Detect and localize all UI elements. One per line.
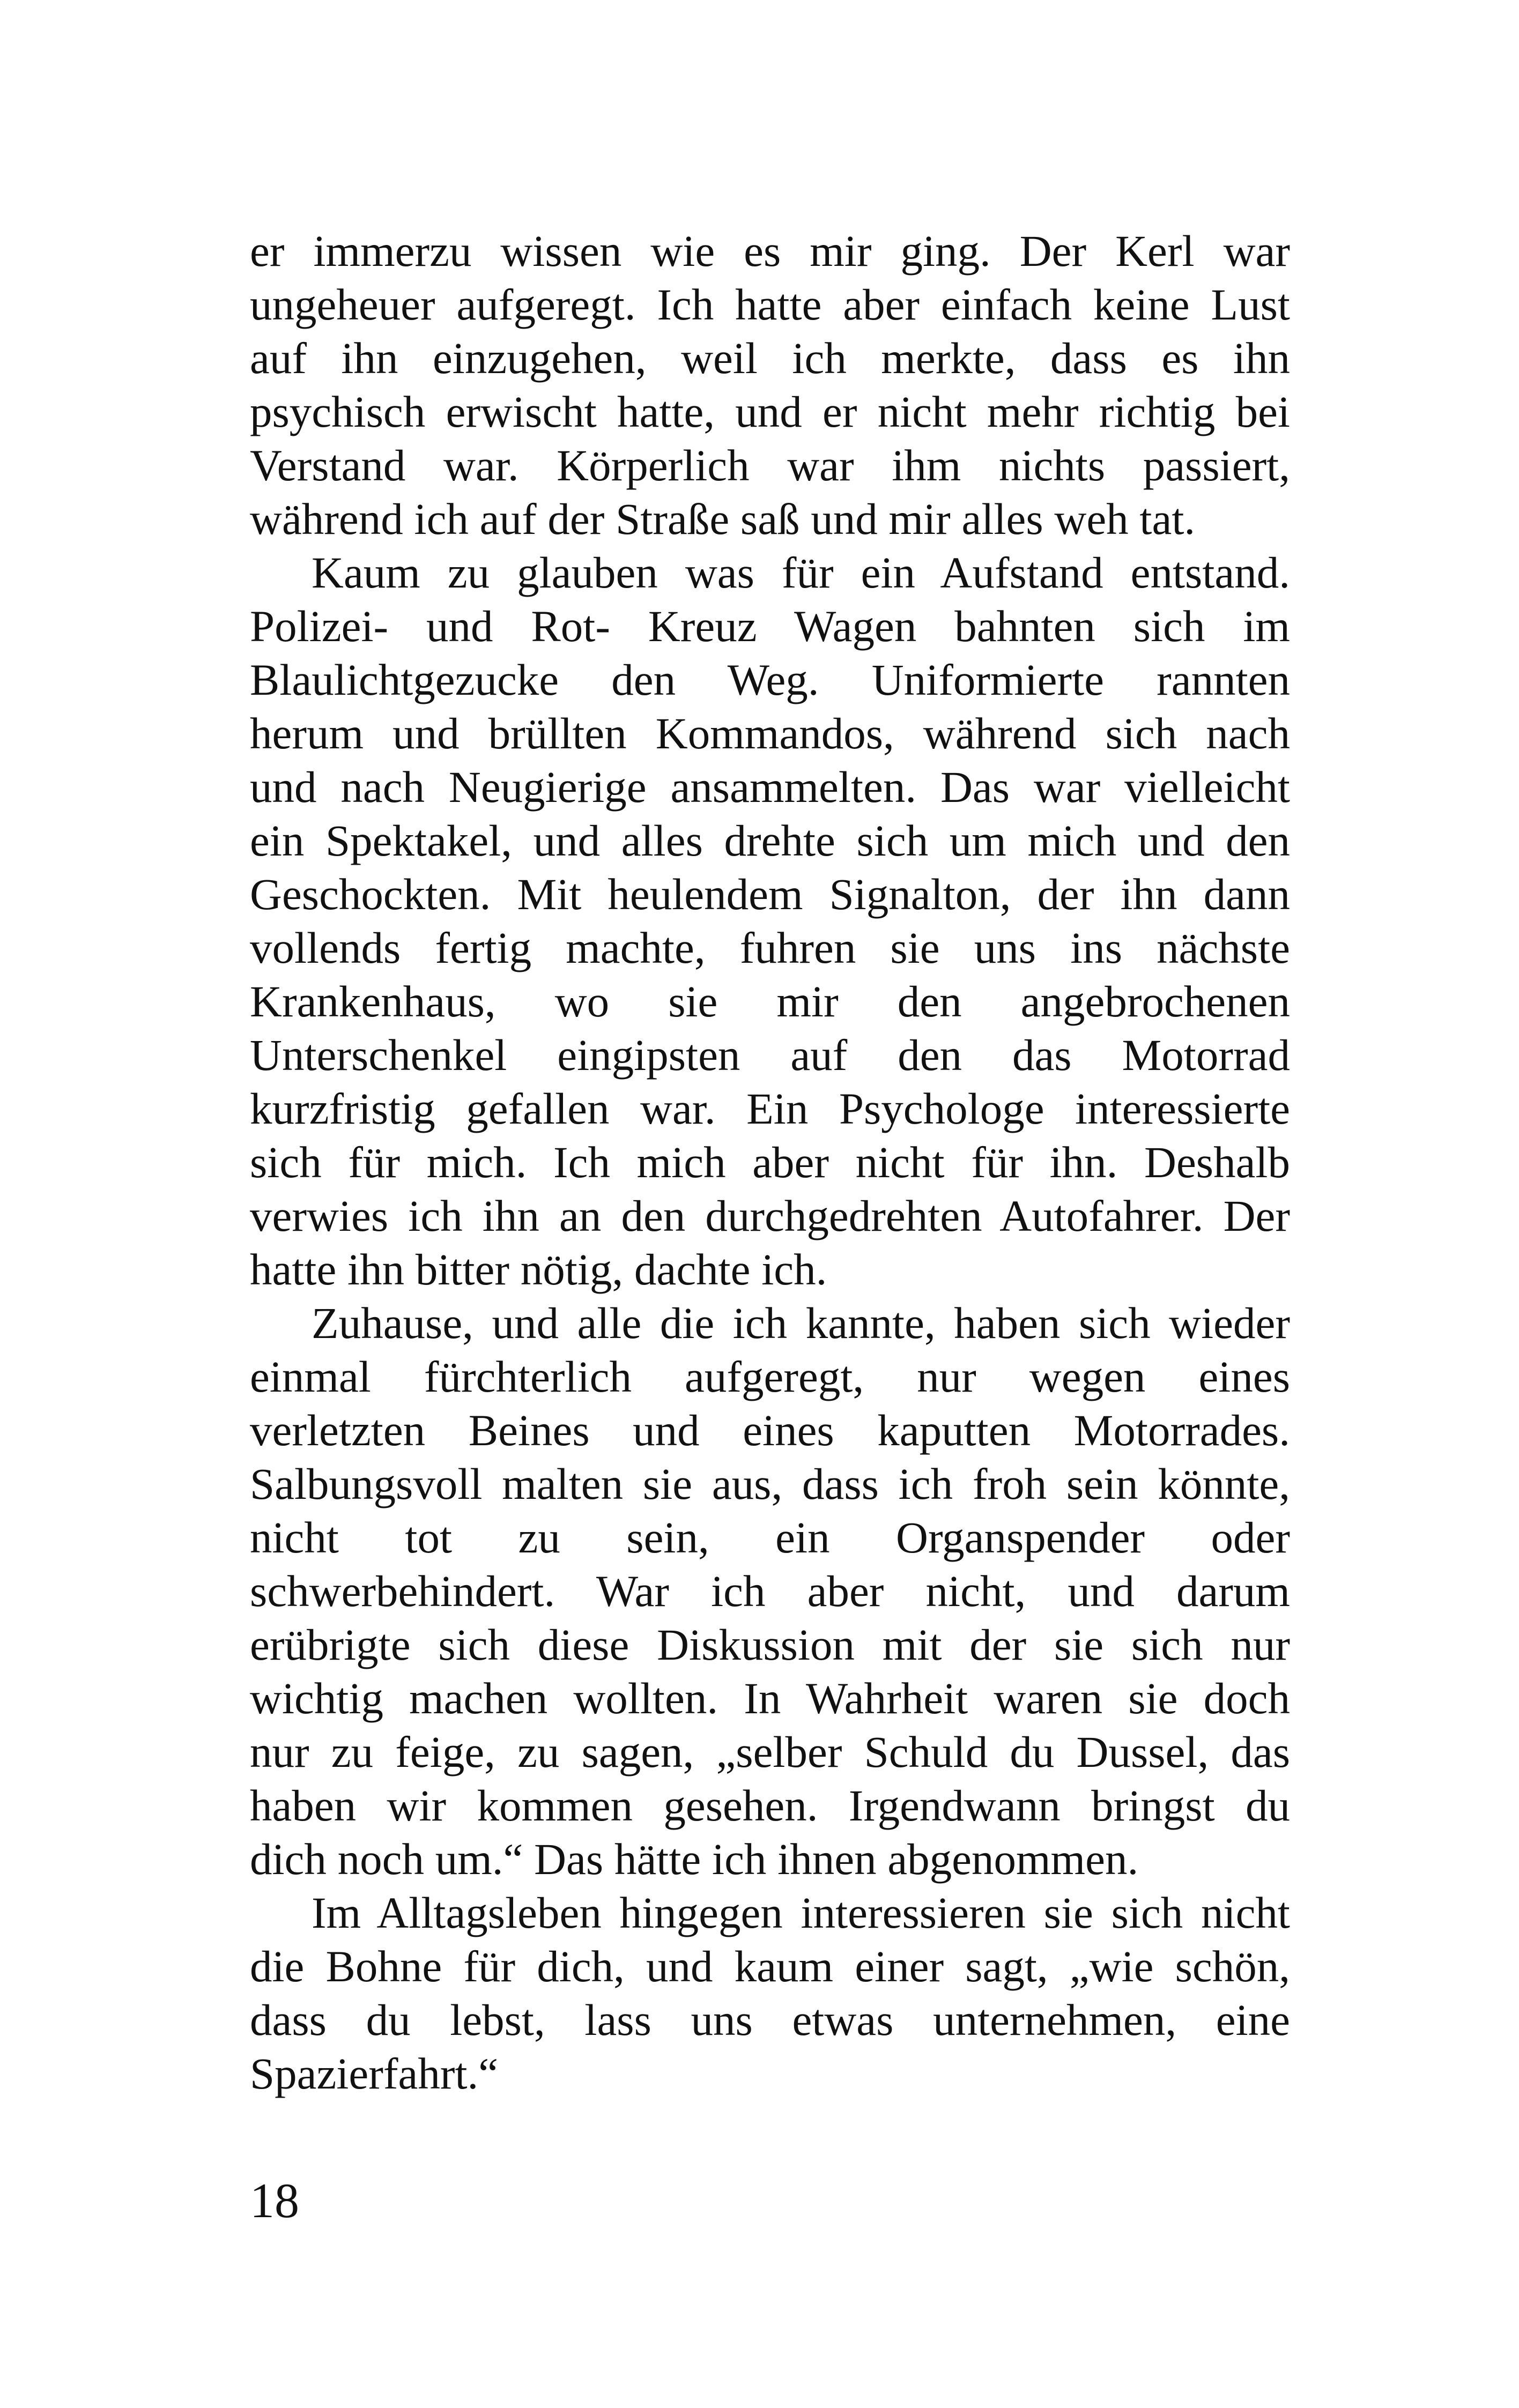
text-line: Blaulichtgezucke den Weg. Uniformierte rannten — [250, 655, 1290, 704]
text-line: Salbungsvoll malten sie aus, dass ich froh sein könnte, — [250, 1459, 1290, 1508]
text-line: vollends fertig machte, fuhren sie uns ins nächste — [250, 923, 1290, 972]
text-line: wichtig machen wollten. In Wahrheit waren sie doch — [250, 1674, 1290, 1723]
text-line: nur zu feige, zu sagen, „selber Schuld du Dussel, das — [250, 1727, 1290, 1777]
text-line: verletzten Beines und eines kaputten Motorrades. — [250, 1406, 1290, 1455]
text-line: Unterschenkel eingipsten auf den das Motorrad — [250, 1030, 1290, 1080]
text-line: Geschockten. Mit heulendem Signalton, der ihn dann — [250, 869, 1290, 919]
text-line: Krankenhaus, wo sie mir den angebrochenen — [250, 977, 1290, 1026]
text-line: auf ihn einzugehen, weil ich merkte, dass es ihn — [250, 333, 1290, 383]
text-line: psychisch erwischt hatte, und er nicht mehr richtig bei — [250, 387, 1290, 436]
text-line: hatte ihn bitter nötig, dachte ich. — [250, 1245, 827, 1294]
text-line: während ich auf der Straße saß und mir alles weh tat. — [250, 494, 1196, 544]
text-line: ungeheuer aufgeregt. Ich hatte aber einfach keine Lust — [250, 280, 1290, 329]
text-line: dass du lebst, lass uns etwas unternehmen, eine — [250, 1995, 1290, 2045]
text-line: erübrigte sich diese Diskussion mit der sie sich nur — [250, 1620, 1290, 1669]
text-line: Kaum zu glauben was für ein Aufstand entstand. — [312, 548, 1290, 597]
text-line: sich für mich. Ich mich aber nicht für ihn. Deshalb — [250, 1138, 1290, 1187]
text-line: schwerbehindert. War ich aber nicht, und darum — [250, 1566, 1290, 1616]
text-line: haben wir kommen gesehen. Irgendwann bringst du — [250, 1781, 1290, 1830]
body-text — [250, 224, 1290, 2100]
text-line: herum und brüllten Kommandos, während sich nach — [250, 709, 1290, 758]
text-line: Polizei- und Rot- Kreuz Wagen bahnten sich im — [250, 601, 1290, 651]
text-line: einmal fürchterlich aufgeregt, nur wegen eines — [250, 1352, 1290, 1401]
text-line: Im Alltagsleben hingegen interessieren sie sich nicht — [312, 1888, 1290, 1937]
text-line: dich noch um.“ Das hätte ich ihnen abgenommen. — [250, 1834, 1139, 1884]
text-line: Zuhause, und alle die ich kannte, haben sich wieder — [312, 1298, 1290, 1348]
text-line: nicht tot zu sein, ein Organspender oder — [250, 1513, 1290, 1562]
text-line: ein Spektakel, und alles drehte sich um mich und den — [250, 816, 1290, 865]
text-line: Spazierfahrt.“ — [250, 2049, 499, 2098]
text-line: kurzfristig gefallen war. Ein Psychologe interessierte — [250, 1084, 1290, 1133]
text-line: die Bohne für dich, und kaum einer sagt, „wie schön, — [250, 1942, 1290, 1991]
text-line: und nach Neugierige ansammelten. Das war vielleicht — [250, 762, 1290, 812]
text-line: er immerzu wissen wie es mir ging. Der Kerl war — [250, 226, 1290, 276]
page-number: 18 — [250, 2173, 299, 2228]
text-line: Verstand war. Körperlich war ihm nichts passiert, — [250, 441, 1290, 490]
text-line: verwies ich ihn an den durchgedrehten Autofahrer. Der — [250, 1191, 1290, 1240]
